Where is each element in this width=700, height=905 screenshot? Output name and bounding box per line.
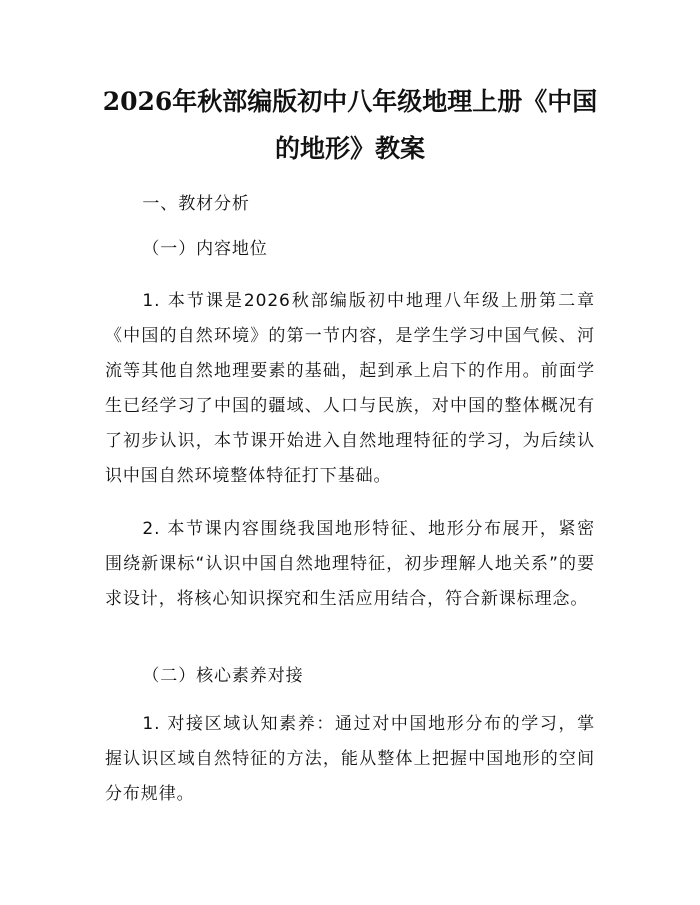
document-title-line-2: 的地形》教案 [274, 134, 425, 163]
paragraph-core-literacy-1: 1. 对接区域认知素养：通过对中国地形分布的学习，掌握认识区域自然特征的方法，能从整体上把握中国地形的空间分布规律。 [105, 714, 595, 804]
paragraph-content-position-2: 2. 本节课内容围绕我国地形特征、地形分布展开，紧密围绕新课标“认识中国自然地理特征，初步理解人地关系”的要求设计，将核心知识探究和生活应用结合，符合新课标理念。 [105, 519, 595, 609]
subsection-heading-core-literacy: （二）核心素养对接 [142, 666, 304, 686]
subsection-heading-content-position: （一）内容地位 [142, 239, 268, 259]
document-title-line-1: 2026年秋部编版初中八年级地理上册《中国 [102, 87, 598, 116]
section-heading-textbook-analysis: 一、教材分析 [142, 194, 250, 214]
paragraph-content-position-1: 1. 本节课是2026秋部编版初中地理八年级上册第二章《中国的自然环境》的第一节内容，是学生学习中国气候、河流等其他自然地理要素的基础，起到承上启下的作用。前面学生已经学习了中国的疆域、人口与民族，对中国的整体概况有了初步认识，本节课开始进入自然地理特征的学习，为后续认识中国自然环境整体特征打下基础。 [105, 291, 595, 486]
